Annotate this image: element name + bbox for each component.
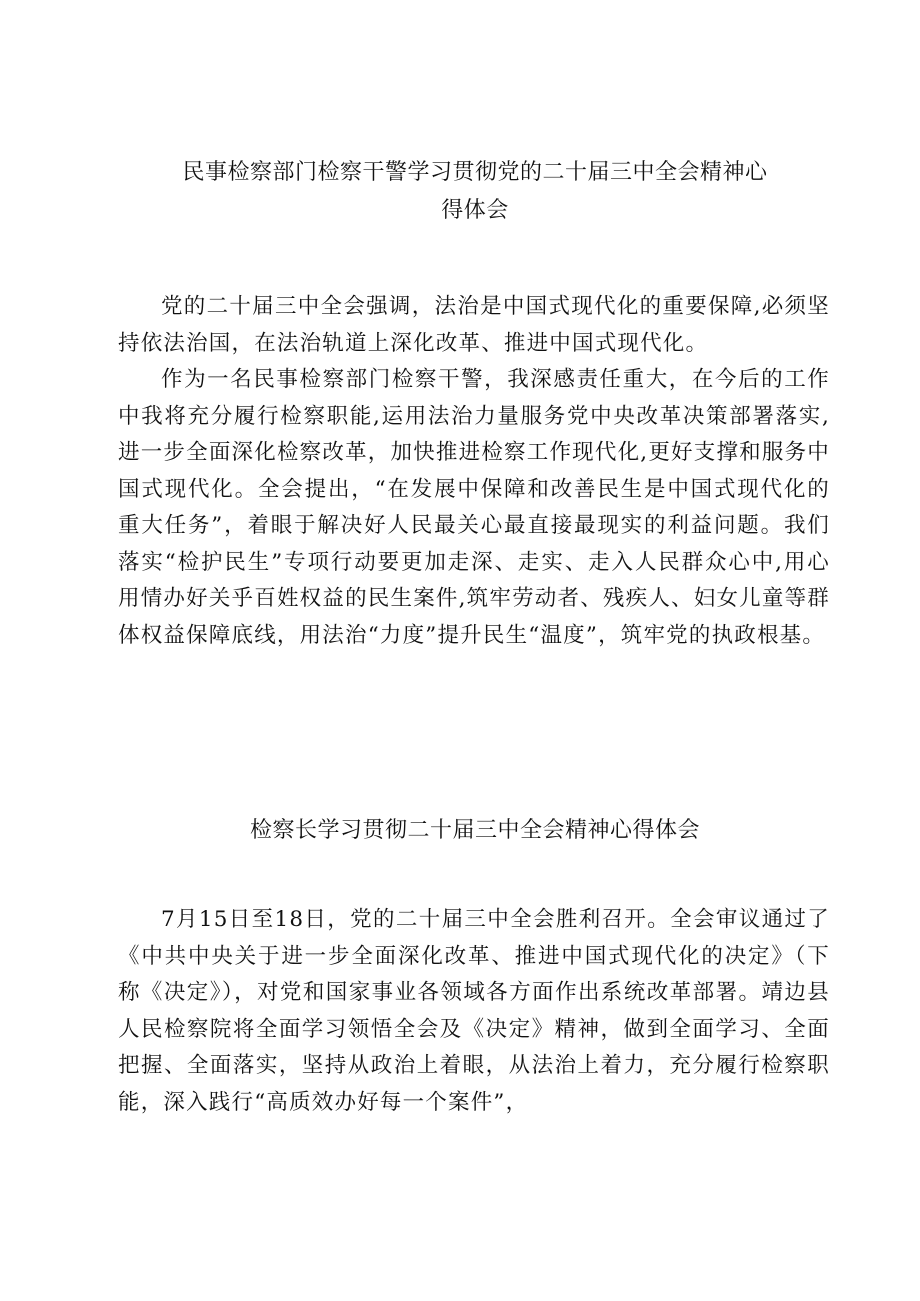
section1-body: [118, 289, 830, 654]
paragraph: 7月15日至18日，党的二十届三中全会胜利召开。全会审议通过了《中共中央关于进一步全面深化改革、推进中国式现代化的决定》（下称《决定》），对党和国家事业各领域各方面作出系统改革部署。靖边县人民检察院将全面学习领悟全会及《决定》精神，做到全面学习、全面把握、全面落实，坚持从政治上着眼，从法治上着力，充分履行检察职能，深入践行“高质效办好每一个案件”，: [118, 907, 830, 1115]
section1-title: [120, 154, 830, 230]
section2-title: 检察长学习贯彻二十届三中全会精神心得体会: [249, 818, 700, 843]
section1-title-line2: 得体会: [441, 198, 509, 223]
section2-body: [118, 902, 830, 1121]
section1-title-line1: 民事检察部门检察干警学习贯彻党的二十届三中全会精神心: [182, 160, 768, 185]
paragraph: 作为一名民事检察部门检察干警，我深感责任重大，在今后的工作中我将充分履行检察职能,运用法治力量服务党中央改革决策部署落实,进一步全面深化检察改革，加快推进检察工作现代化,更好支撑和服务中国式现代化。全会提出，“在发展中保障和改善民生是中国式现代化的重大任务”，着眼于解决好人民最关心最直接最现实的利益问题。我们落实“检护民生”专项行动要更加走深、走实、走入人民群众心中,用心用情办好关乎百姓权益的民生案件,筑牢劳动者、残疾人、妇女儿童等群体权益保障底线，用法治“力度”提升民生“温度”，筑牢党的执政根基。: [118, 367, 830, 648]
paragraph: 党的二十届三中全会强调，法治是中国式现代化的重要保障,必须坚持依法治国，在法治轨道上深化改革、推进中国式现代化。: [118, 294, 830, 356]
